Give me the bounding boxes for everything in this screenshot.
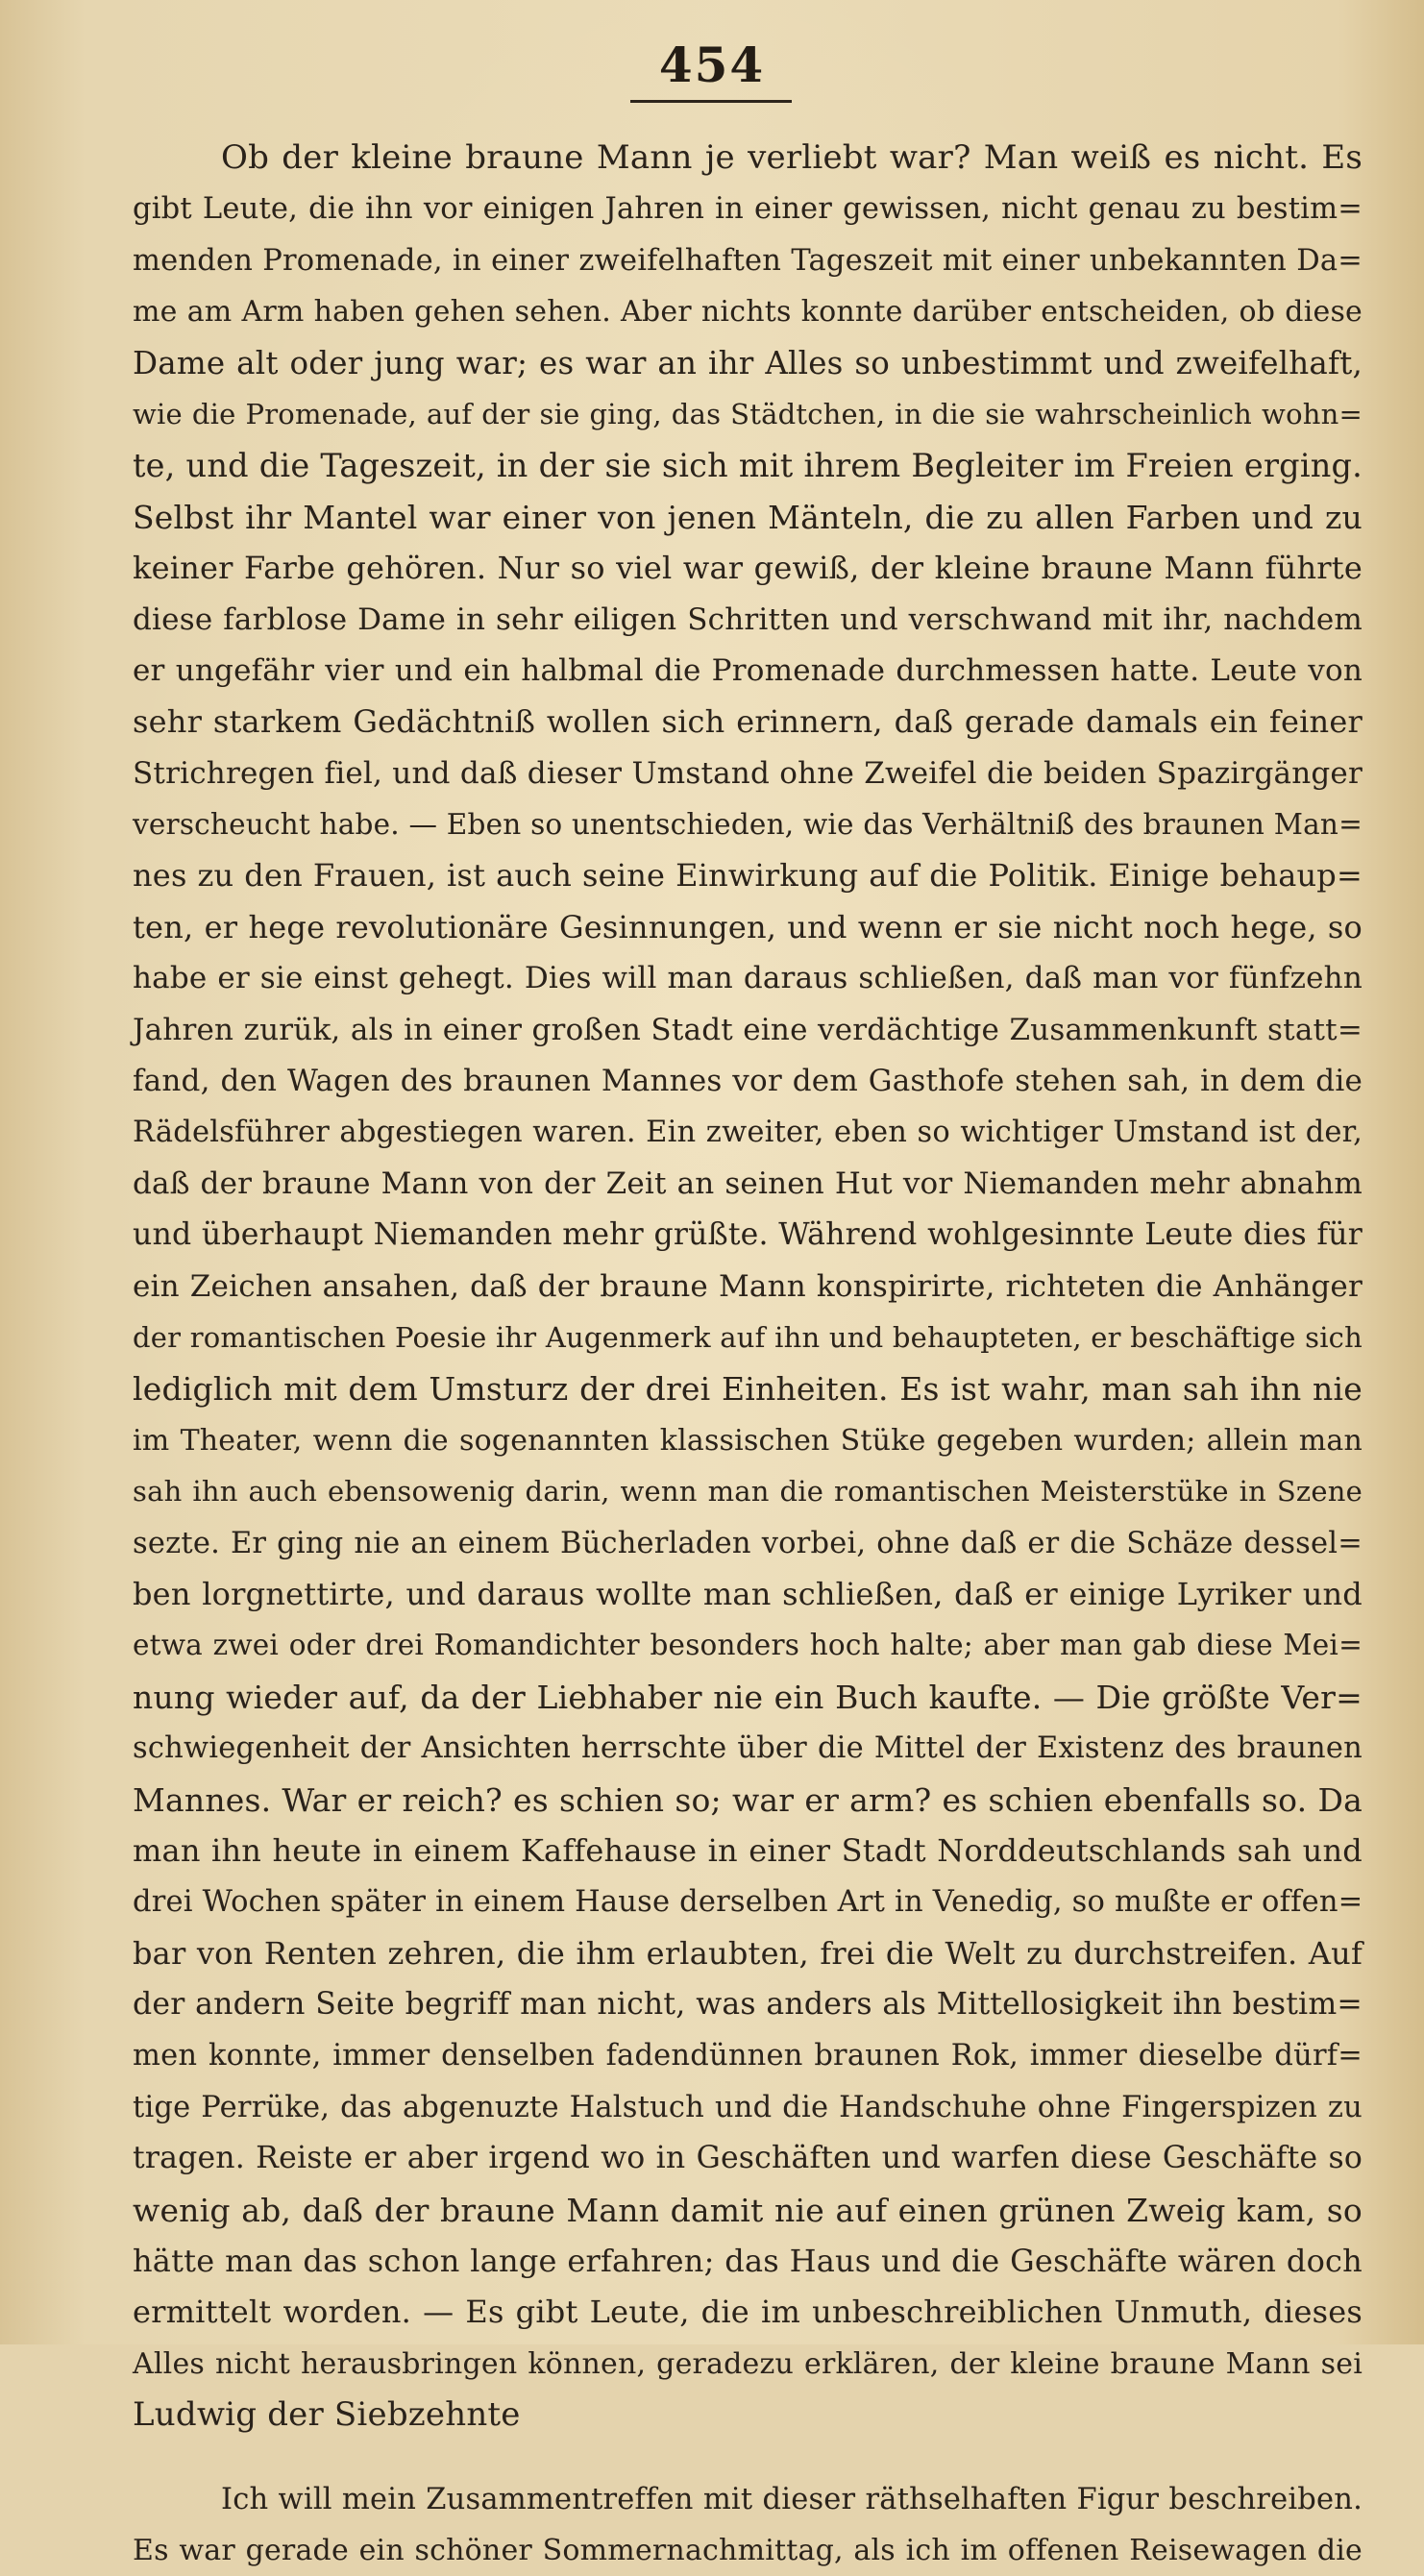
text-line: me am Arm haben gehen sehen. Aber nichts konnte darüber entscheiden, ob diese [133,295,1363,330]
text-line: schwiegenheit der Ansichten herrschte über die Mittel der Existenz des braunen [133,1731,1363,1766]
text-line: menden Promenade, in einer zweifelhaften Tageszeit mit einer unbekannten Da= [133,243,1363,278]
paragraph-1 [133,133,1363,2441]
text-line: man ihn heute in einem Kaffehause in einer Stadt Norddeutschlands sah und [133,1831,1363,1869]
text-line: ermittelt worden. — Es gibt Leute, die im unbeschreiblichen Unmuth, dieses [133,2294,1363,2331]
text-line: fand, den Wagen des braunen Mannes vor dem Gasthofe stehen sah, in dem die [133,1064,1363,1099]
text-line: Strichregen fiel, und daß dieser Umstand ohne Zweifel die beiden Spazirgänger [133,755,1363,791]
text-line: drei Wochen später in einem Hause derselben Art in Venedig, so mußte er offen= [133,1885,1363,1920]
text-line: men konnte, immer denselben fadendünnen braunen Rok, immer dieselbe dürf= [133,2039,1363,2073]
paragraph-gap [133,2441,1363,2474]
text-line: etwa zwei oder drei Romandichter besonders hoch halte; aber man gab diese Mei= [133,1629,1363,1662]
text-line: keiner Farbe gehören. Nur so viel war gewiß, der kleine braune Mann führte [133,550,1363,587]
text-line: lediglich mit dem Umsturz der drei Einheiten. Es ist wahr, man sah ihn nie [133,1370,1363,1409]
text-line: verscheucht habe. — Eben so unentschieden, wie das Verhältniß des braunen Man= [133,808,1363,842]
text-line: Ludwig der Siebzehnte [133,2395,521,2435]
text-line: te, und die Tageszeit, in der sie sich mit ihrem Begleiter im Freien erging. [133,447,1363,485]
text-line: wenig ab, daß der braune Mann damit nie auf einen grünen Zweig kam, so [133,2191,1363,2229]
text-line: Selbst ihr Mantel war einer von jenen Mänteln, die zu allen Farben und zu [133,498,1363,536]
text-line: Alles nicht herausbringen können, geradezu erklären, der kleine braune Mann sei [133,2346,1363,2381]
text-line: tige Perrüke, das abgenuzte Halstuch und die Handschuhe ohne Fingerspizen zu [133,2090,1363,2124]
text-line: gibt Leute, die ihn vor einigen Jahren in einer gewissen, nicht genau zu bestim= [133,192,1363,227]
text-line: und überhaupt Niemanden mehr grüßte. Während wohlgesinnte Leute dies für [133,1217,1363,1253]
text-line: Ich will mein Zusammentreffen mit dieser räthselhaften Figur beschreiben. [221,2482,1363,2516]
text-body [133,133,1363,2576]
text-line: daß der braune Mann von der Zeit an seinen Hut vor Niemanden mehr abnahm [133,1165,1363,1201]
text-line: habe er sie einst gehegt. Dies will man daraus schließen, daß man vor fünfzehn [133,961,1363,996]
text-line: Rädelsführer abgestiegen waren. Ein zweiter, eben so wichtiger Umstand ist der, [133,1116,1363,1150]
text-line: sehr starkem Gedächtniß wollen sich erinnern, daß gerade damals ein feiner [133,703,1363,741]
paragraph-2 [133,2474,1363,2576]
text-line: ein Zeichen ansahen, daß der braune Mann konspirirte, richteten die Anhänger [133,1268,1363,1304]
text-line: ten, er hege revolutionäre Gesinnungen, und wenn er sie nicht noch hege, so [133,908,1363,945]
text-line: der andern Seite begriff man nicht, was anders als Mittellosigkeit ihn bestim= [133,1987,1363,2023]
text-line: nung wieder auf, da der Liebhaber nie ein Buch kaufte. — Die größte Ver= [133,1678,1363,1716]
text-line: diese farblose Dame in sehr eiligen Schritten und verschwand mit ihr, nachdem [133,601,1363,637]
page-number: 454 [658,37,766,93]
text-line: nes zu den Frauen, ist auch seine Einwirkung auf die Politik. Einige behaup= [133,857,1363,895]
text-line: Dame alt oder jung war; es war an ihr Alles so unbestimmt und zweifelhaft, [133,344,1363,381]
text-line: Jahren zurük, als in einer großen Stadt eine verdächtige Zusammenkunft statt= [133,1012,1363,1047]
text-line: sezte. Er ging nie an einem Bücherladen vorbei, ohne daß er die Schäze dessel= [133,1526,1363,1560]
text-line: tragen. Reiste er aber irgend wo in Geschäften und warfen diese Geschäfte so [133,2141,1363,2176]
header-rule [630,100,792,103]
text-line: Mannes. War er reich? es schien so; war er arm? es schien ebenfalls so. Da [133,1780,1363,1819]
text-line: ben lorgnettirte, und daraus wollte man schließen, daß er einige Lyriker und [133,1575,1363,1612]
text-line: wie die Promenade, auf der sie ging, das Städtchen, in die sie wahrscheinlich wohn= [133,397,1363,430]
text-line: Ob der kleine braune Mann je verliebt war? Man weiß es nicht. Es [221,138,1363,177]
text-line: bar von Renten zehren, die ihm erlaubten, frei die Welt zu durchstreifen. Auf [133,1934,1363,1972]
text-line: im Theater, wenn die sogenannten klassischen Stüke gegeben wurden; allein man [133,1423,1363,1458]
text-line: hätte man das schon lange erfahren; das Haus und die Geschäfte wären doch [133,2243,1363,2280]
text-line: sah ihn auch ebensowenig darin, wenn man die romantischen Meisterstüke in Szene [133,1475,1363,1509]
text-line: er ungefähr vier und ein halbmal die Promenade durchmessen hatte. Leute von [133,652,1363,688]
text-line: der romantischen Poesie ihr Augenmerk auf ihn und behaupteten, er beschäftige sich [133,1320,1363,1354]
text-line: Es war gerade ein schöner Sommernachmittag, als ich im offenen Reisewagen die [133,2533,1363,2567]
